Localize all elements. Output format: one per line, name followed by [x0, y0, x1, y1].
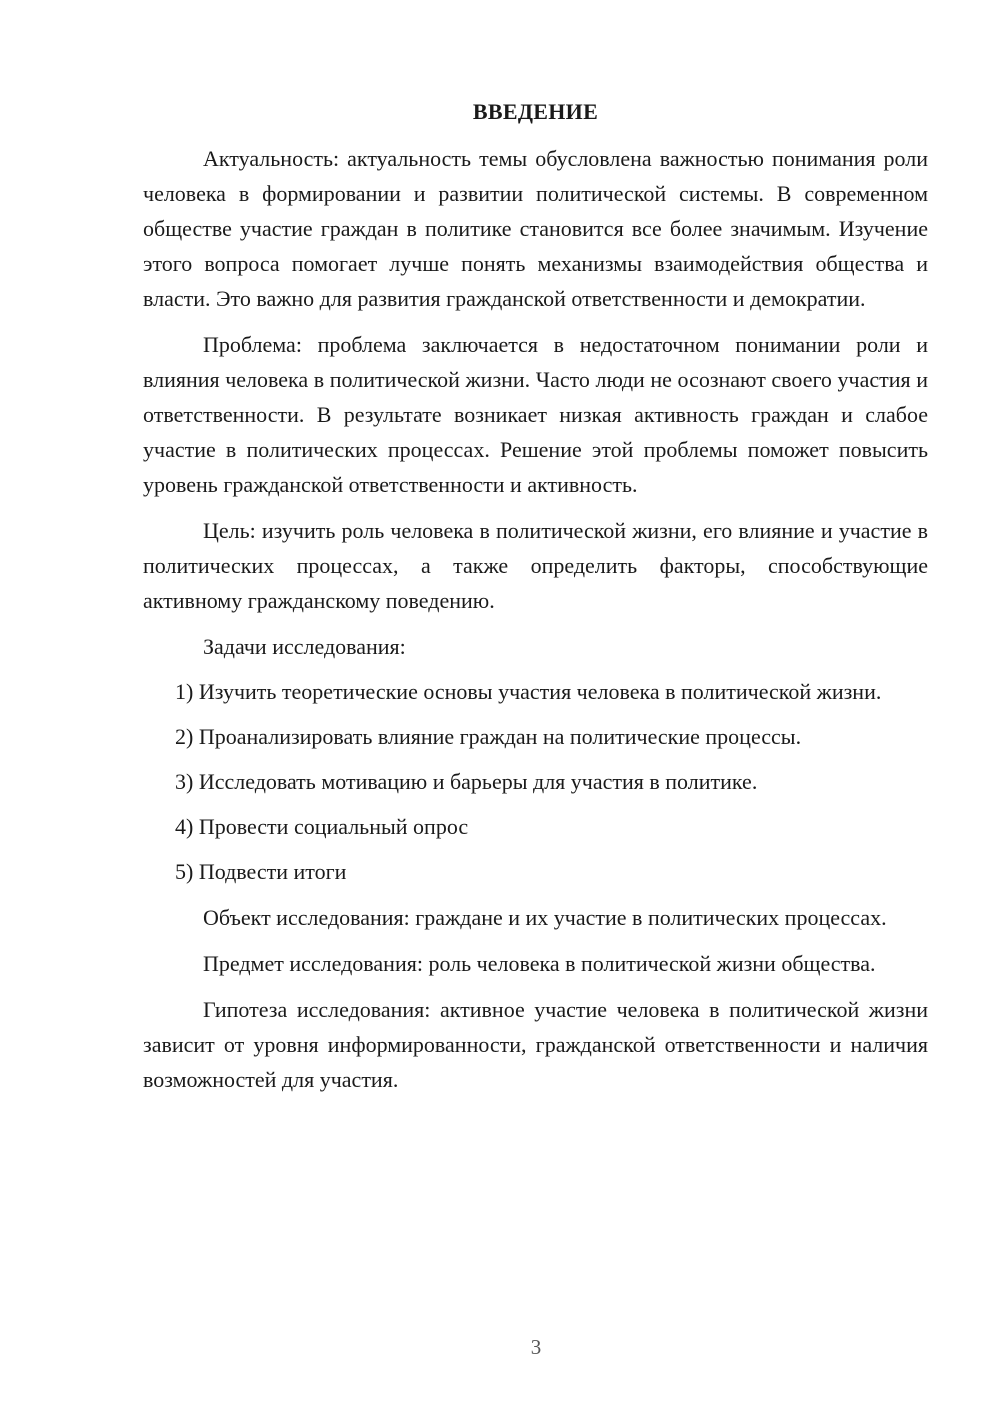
task-item: 4) Провести социальный опрос [175, 814, 469, 839]
task-item: 1) Изучить теоретические основы участия человека в политической жизни. [175, 679, 882, 704]
hypothesis-paragraph: Гипотеза исследования: активное участие человека в политической жизни зависит от уровня информированности, гражданской ответственности и наличия возможностей для участия. [143, 997, 928, 1092]
page-number: 3 [530, 1335, 542, 1359]
subject-paragraph: Предмет исследования: роль человека в политической жизни общества. [203, 951, 876, 976]
relevance-paragraph: Актуальность: актуальность темы обусловлена важностью понимания роли человека в формировании и развитии политической системы. В современном обществе участие граждан в политике становится все более значимым. Изучение этого вопроса помогает лучше понять механизмы взаимодействия общества и власти. Это важно для развития гражданской ответственности и демократии. [143, 146, 928, 311]
object-paragraph: Объект исследования: граждане и их участие в политических процессах. [203, 905, 887, 930]
goal-paragraph: Цель: изучить роль человека в политической жизни, его влияние и участие в политических процессах, а также определить факторы, способствующие активному гражданскому поведению. [143, 518, 928, 613]
task-item: 2) Проанализировать влияние граждан на политические процессы. [175, 724, 802, 749]
tasks-heading: Задачи исследования: [203, 634, 406, 659]
task-item: 5) Подвести итоги [175, 859, 347, 884]
problem-paragraph: Проблема: проблема заключается в недостаточном понимании роли и влияния человека в политической жизни. Часто люди не осознают своего участия и ответственности. В результате возникает низкая активность граждан и слабое участие в политических процессах. Решение этой проблемы поможет повысить уровень гражданской ответственности и активность. [143, 332, 928, 497]
document-body [143, 141, 928, 1097]
task-item: 3) Исследовать мотивацию и барьеры для участия в политике. [175, 769, 758, 794]
page-title: ВВЕДЕНИЕ [472, 99, 599, 124]
